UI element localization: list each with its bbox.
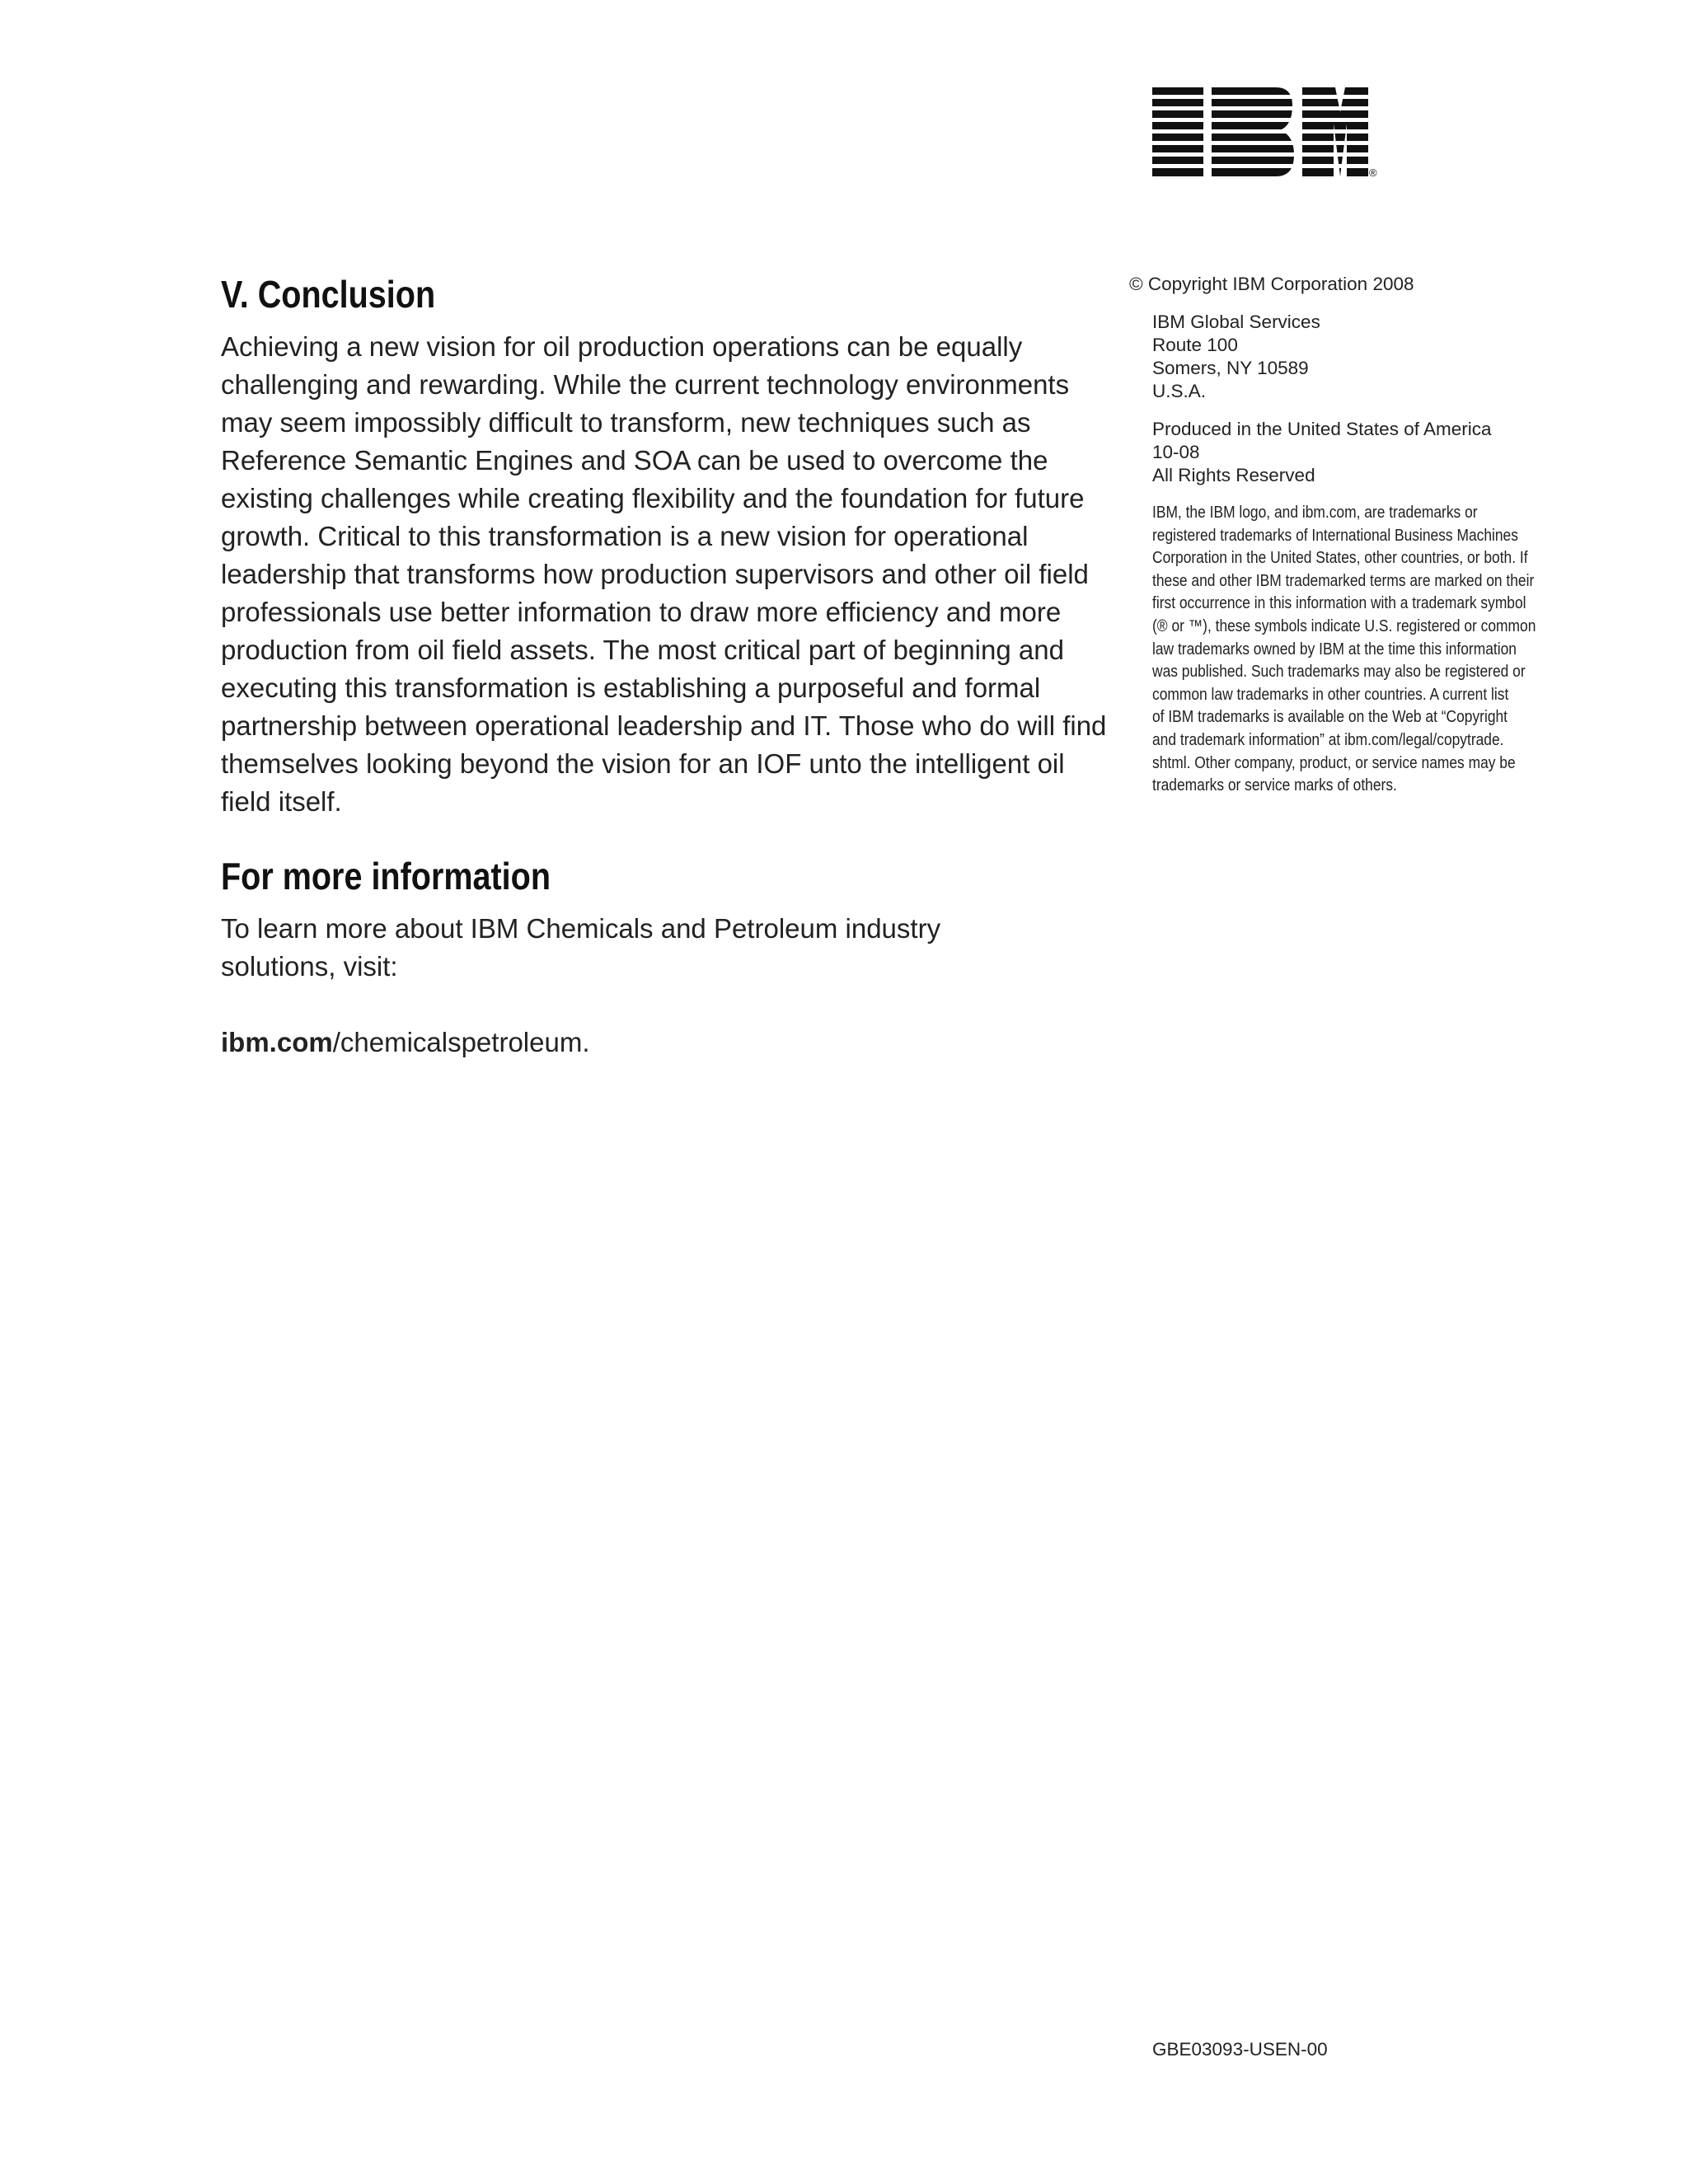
- ibm-logo: [1152, 87, 1379, 176]
- trademark-line: law trademarks owned by IBM at the time this information: [1152, 640, 1517, 658]
- more-info-link[interactable]: [221, 1024, 1115, 1062]
- trademark-line: trademarks or service marks of others.: [1152, 776, 1397, 795]
- trademark-line: and trademark information” at ibm.com/legal/copytrade.: [1152, 730, 1504, 749]
- trademark-line: registered trademarks of International Business Machines: [1152, 526, 1518, 545]
- trademark-line: shtml. Other company, product, or service names may be: [1152, 753, 1516, 772]
- trademark-line: (® or ™), these symbols indicate U.S. registered or common: [1152, 616, 1536, 635]
- produced-line: Produced in the United States of America: [1152, 419, 1492, 439]
- produced-line: All Rights Reserved: [1152, 465, 1315, 485]
- trademark-line: of IBM trademarks is available on the Web at “Copyright: [1152, 708, 1508, 727]
- trademark-notice: [1152, 502, 1554, 798]
- link-domain: ibm.com: [221, 1027, 333, 1057]
- address-line: IBM Global Services: [1152, 312, 1320, 332]
- link-path: /chemicalspetroleum.: [332, 1027, 590, 1057]
- produced-block: [1152, 418, 1558, 487]
- trademark-line: common law trademarks in other countries. A current list: [1152, 685, 1509, 704]
- produced-line: 10-08: [1152, 442, 1200, 462]
- trademark-line: first occurrence in this information with a trademark symbol: [1152, 594, 1526, 613]
- main-column: [221, 272, 1115, 1062]
- address-line: U.S.A.: [1152, 381, 1207, 401]
- address-line: Somers, NY 10589: [1152, 358, 1309, 378]
- more-info-heading: For more information: [221, 855, 551, 898]
- copyright-notice: © Copyright IBM Corporation 2008: [1129, 274, 1414, 294]
- trademark-line: Corporation in the United States, other countries, or both. If: [1152, 549, 1528, 568]
- conclusion-heading: V. Conclusion: [221, 273, 436, 316]
- document-code: GBE03093-USEN-00: [1152, 2039, 1328, 2060]
- sidebar-column: [1129, 272, 1558, 798]
- trademark-line: was published. Such trademarks may also be registered or: [1152, 663, 1526, 682]
- ibm-logo-mark: [1152, 87, 1379, 176]
- more-info-paragraph: To learn more about IBM Chemicals and Petroleum industry solutions, visit:: [221, 913, 941, 982]
- trademark-line: these and other IBM trademarked terms are marked on their: [1152, 571, 1535, 590]
- address-block: [1152, 311, 1558, 403]
- address-line: Route 100: [1152, 335, 1238, 355]
- registered-mark: ®: [1369, 166, 1377, 176]
- conclusion-paragraph: Achieving a new vision for oil production operations can be equally challenging and rewarding. While the current technology environments may seem impossibly difficult to transform, new techniques such as Reference Semantic Engines and SOA can be used to overcome the existing challenges while creating flexibility and the foundation for future growth. Critical to this transformation is a new vision for operational leadership that transforms how production supervisors and other oil field professionals use better information to draw more efficiency and more production from oil field assets. The most critical part of beginning and executing this transformation is establishing a purposeful and formal partnership between operational leadership and IT. Those who do will find themselves looking beyond the vision for an IOF unto the intelligent oil field itself.: [221, 331, 1107, 817]
- trademark-line: IBM, the IBM logo, and ibm.com, are trademarks or: [1152, 504, 1478, 522]
